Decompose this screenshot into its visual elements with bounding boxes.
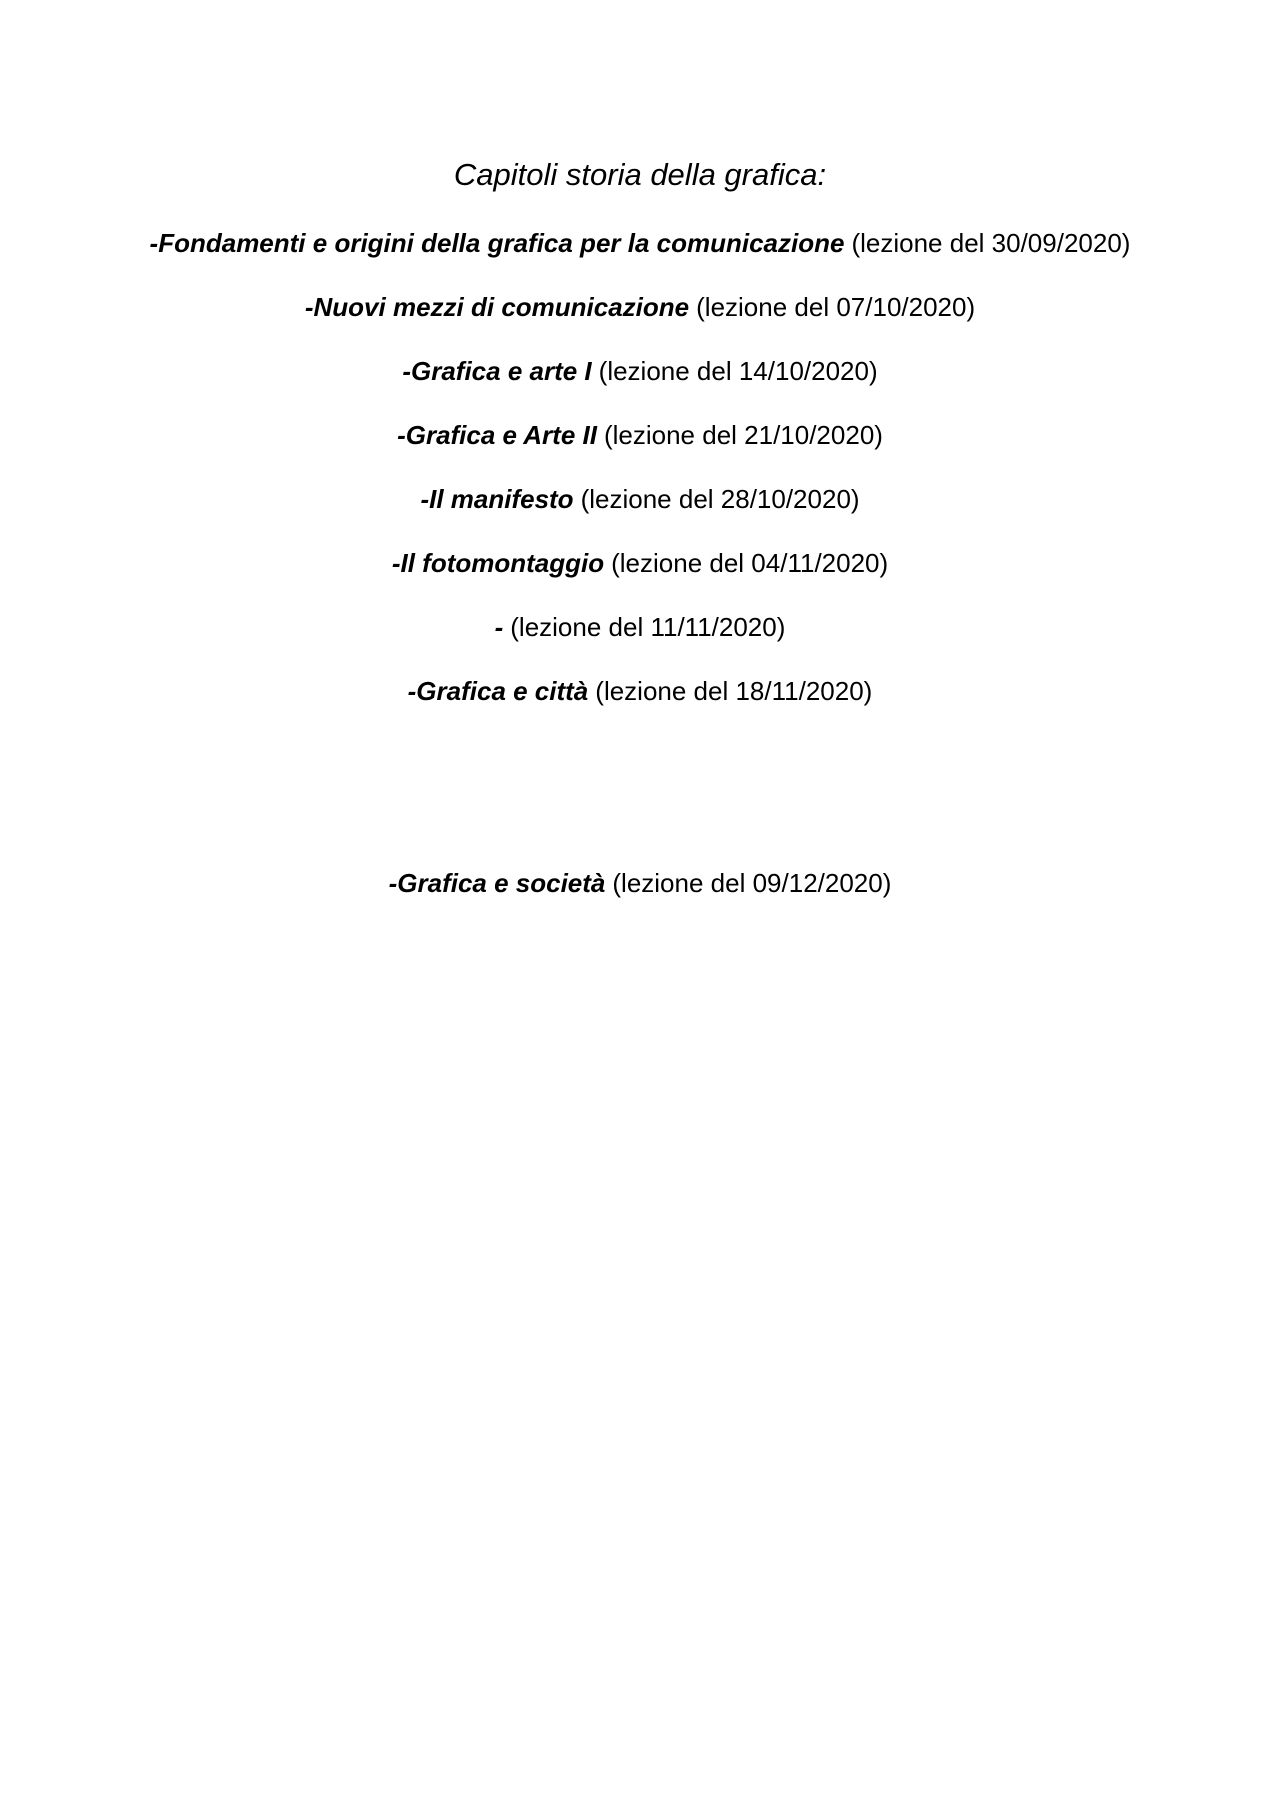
lesson-date: (lezione del 09/12/2020) — [612, 868, 892, 898]
lesson-entry — [0, 674, 1280, 708]
lesson-date: (lezione del 14/10/2020) — [598, 356, 878, 386]
lesson-date: (lezione del 18/11/2020) — [595, 676, 873, 706]
lesson-entry — [0, 866, 1280, 900]
lesson-topic: -Il fotomontaggio — [391, 548, 605, 578]
lesson-entry — [0, 546, 1280, 580]
lesson-topic: -Grafica e Arte II — [397, 420, 597, 450]
lesson-date: (lezione del 04/11/2020) — [611, 548, 889, 578]
lesson-topic: -Grafica e arte I — [402, 356, 592, 386]
lesson-entry — [0, 418, 1280, 452]
lesson-topic: -Grafica e città — [407, 676, 589, 706]
lesson-topic: -Nuovi mezzi di comunicazione — [304, 292, 690, 322]
lesson-entry — [0, 226, 1280, 260]
lesson-entry — [0, 482, 1280, 516]
lesson-topic: - — [494, 612, 504, 642]
lesson-date: (lezione del 30/09/2020) — [851, 228, 1131, 258]
lesson-date: (lezione del 28/10/2020) — [580, 484, 860, 514]
lesson-date: (lezione del 07/10/2020) — [696, 292, 976, 322]
lesson-date: (lezione del 11/11/2020) — [510, 612, 786, 642]
lesson-topic: -Il manifesto — [420, 484, 574, 514]
lesson-entry — [0, 354, 1280, 388]
lesson-date: (lezione del 21/10/2020) — [603, 420, 883, 450]
lesson-topic: -Fondamenti e origini della grafica per la comunicazione — [149, 228, 845, 258]
document-title: Capitoli storia della grafica: — [453, 157, 827, 192]
lesson-entry — [0, 290, 1280, 324]
lesson-topic: -Grafica e società — [388, 868, 606, 898]
lesson-entry — [0, 610, 1280, 644]
